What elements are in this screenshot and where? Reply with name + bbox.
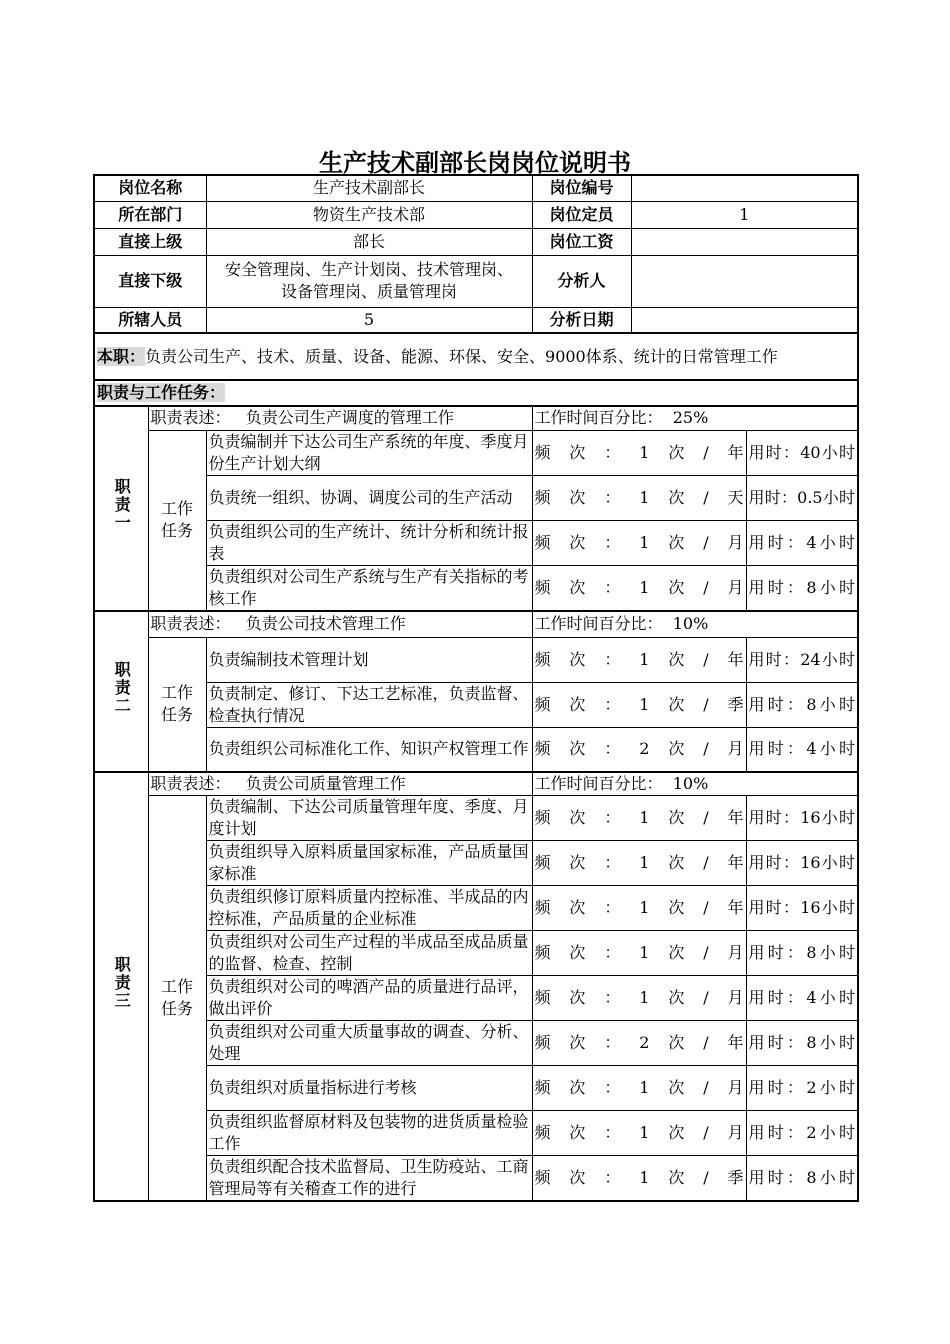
task-frequency: 频次：1次/年 <box>532 430 746 475</box>
task-frequency: 频次：1次/季 <box>532 683 746 728</box>
duty-desc-text: 负责公司技术管理工作 <box>245 614 406 634</box>
duty-desc-text: 负责公司质量管理工作 <box>245 773 406 793</box>
duty-summary <box>94 333 858 380</box>
duty-pct-value: 10% <box>672 773 709 793</box>
task-duration: 用时：8小时 <box>746 1156 858 1202</box>
duty-summary-label: 本职： <box>97 346 146 366</box>
duty-name <box>94 406 148 611</box>
duty-desc-label: 职责表述： <box>150 614 231 634</box>
task-frequency: 频次：1次/年 <box>532 886 746 931</box>
task-text: 负责组织对公司重大质量事故的调查、分析、处理 <box>206 1021 532 1066</box>
tasks-header-row <box>94 380 858 406</box>
task-text: 负责编制技术管理计划 <box>206 638 532 683</box>
task-frequency: 频次：1次/月 <box>532 976 746 1021</box>
task-group-label-text: 工作任务 <box>160 683 193 725</box>
task-frequency: 频次：1次/月 <box>532 931 746 976</box>
task-duration: 用时：4小时 <box>746 728 858 772</box>
task-duration: 用时：8小时 <box>746 683 858 728</box>
duty-time-pct <box>532 772 858 796</box>
duty-pct-label: 工作时间百分比： <box>534 773 663 793</box>
job-description-table <box>93 174 859 1202</box>
duty-pct-label: 工作时间百分比： <box>534 614 663 634</box>
superior-value: 部长 <box>206 228 532 255</box>
task-group-label-text: 工作任务 <box>160 977 193 1018</box>
subordinate-value: 安全管理岗、生产计划岗、技术管理岗、设备管理岗、质量管理岗 <box>206 255 532 307</box>
duty-desc <box>148 611 532 638</box>
task-group-label <box>148 430 206 611</box>
task-text: 负责组织公司的生产统计、统计分析和统计报表 <box>206 520 532 565</box>
date-label: 分析日期 <box>532 307 631 333</box>
task-text: 负责组织监督原材料及包装物的进货质量检验工作 <box>206 1111 532 1156</box>
duty-desc <box>148 406 532 430</box>
task-duration: 用时：2小时 <box>746 1066 858 1111</box>
task-frequency: 频次：1次/年 <box>532 638 746 683</box>
task-frequency: 频次：1次/年 <box>532 841 746 886</box>
quota-value: 1 <box>631 201 858 228</box>
quota-label: 岗位定员 <box>532 201 631 228</box>
duty-desc-text: 负责公司生产调度的管理工作 <box>245 408 454 428</box>
subordinate-label: 直接下级 <box>94 255 206 307</box>
task-frequency: 频次：2次/月 <box>532 728 746 772</box>
task-duration: 用时：8小时 <box>746 565 858 611</box>
task-text: 负责组织对公司的啤酒产品的质量进行品评，做出评价 <box>206 976 532 1021</box>
task-text: 负责组织对公司生产系统与生产有关指标的考核工作 <box>206 565 532 611</box>
duty-time-pct <box>532 611 858 638</box>
document-title: 生产技术副部长岗岗位说明书 <box>319 149 631 177</box>
task-text: 负责组织对质量指标进行考核 <box>206 1066 532 1111</box>
task-text: 负责组织公司标准化工作、知识产权管理工作 <box>206 728 532 772</box>
task-text: 负责组织导入原料质量国家标准，产品质量国家标准 <box>206 841 532 886</box>
task-text: 负责统一组织、协调、调度公司的生产活动 <box>206 475 532 520</box>
task-duration: 用时：8小时 <box>746 931 858 976</box>
task-duration: 用时：0.5小时 <box>746 475 858 520</box>
analyst-value <box>631 255 858 307</box>
post-name-label: 岗位名称 <box>94 175 206 201</box>
task-text: 负责编制、下达公司质量管理年度、季度、月度计划 <box>206 796 532 841</box>
task-group-label <box>148 796 206 1202</box>
task-frequency: 频次：1次/季 <box>532 1156 746 1202</box>
duty-name-text: 职责一 <box>112 478 132 533</box>
task-duration: 用时：2小时 <box>746 1111 858 1156</box>
duty-name-text: 职责三 <box>112 956 132 1011</box>
task-frequency: 频次：1次/月 <box>532 1111 746 1156</box>
task-text: 负责制定、修订、下达工艺标准，负责监督、检查执行情况 <box>206 683 532 728</box>
analyst-label: 分析人 <box>532 255 631 307</box>
task-text: 负责组织修订原料质量内控标准、半成品的内控标准，产品质量的企业标准 <box>206 886 532 931</box>
duty-time-pct <box>532 406 858 430</box>
task-frequency: 频次：1次/天 <box>532 475 746 520</box>
duty-desc-label: 职责表述： <box>150 773 231 793</box>
task-frequency: 频次：1次/月 <box>532 520 746 565</box>
duty-name <box>94 772 148 1202</box>
duty-pct-value: 10% <box>672 614 709 634</box>
duty-pct-value: 25% <box>672 408 709 428</box>
task-frequency: 频次：1次/月 <box>532 1066 746 1111</box>
duty-name <box>94 611 148 772</box>
post-no-label: 岗位编号 <box>532 175 631 201</box>
staff-value: 5 <box>206 307 532 333</box>
task-duration: 用时：16小时 <box>746 841 858 886</box>
task-text: 负责编制并下达公司生产系统的年度、季度月份生产计划大纲 <box>206 430 532 475</box>
wage-label: 岗位工资 <box>532 228 631 255</box>
post-no-value <box>631 175 858 201</box>
task-duration: 用时：4小时 <box>746 976 858 1021</box>
task-frequency: 频次：2次/年 <box>532 1021 746 1066</box>
duties-section <box>94 406 858 1201</box>
task-duration: 用时：8小时 <box>746 1021 858 1066</box>
task-text: 负责组织配合技术监督局、卫生防疫站、工商管理局等有关稽查工作的进行 <box>206 1156 532 1202</box>
task-duration: 用时：16小时 <box>746 886 858 931</box>
task-frequency: 频次：1次/月 <box>532 565 746 611</box>
task-duration: 用时：24小时 <box>746 638 858 683</box>
duty-desc-label: 职责表述： <box>150 408 231 428</box>
dept-value: 物资生产技术部 <box>206 201 532 228</box>
superior-label: 直接上级 <box>94 228 206 255</box>
tasks-header: 职责与工作任务： <box>97 383 226 402</box>
duty-desc <box>148 772 532 796</box>
wage-value <box>631 228 858 255</box>
task-duration: 用时：40小时 <box>746 430 858 475</box>
date-value <box>631 307 858 333</box>
task-group-label <box>148 638 206 772</box>
post-name-value: 生产技术副部长 <box>206 175 532 201</box>
task-duration: 用时：16小时 <box>746 796 858 841</box>
task-duration: 用时：4小时 <box>746 520 858 565</box>
dept-label: 所在部门 <box>94 201 206 228</box>
task-group-label-text: 工作任务 <box>160 499 193 540</box>
duty-name-text: 职责二 <box>112 661 132 715</box>
task-text: 负责组织对公司生产过程的半成品至成品质量的监督、检查、控制 <box>206 931 532 976</box>
staff-label: 所辖人员 <box>94 307 206 333</box>
duty-pct-label: 工作时间百分比： <box>534 408 663 428</box>
task-frequency: 频次：1次/年 <box>532 796 746 841</box>
duty-summary-text: 负责公司生产、技术、质量、设备、能源、环保、安全、9000体系、统计的日常管理工作 <box>145 346 778 366</box>
